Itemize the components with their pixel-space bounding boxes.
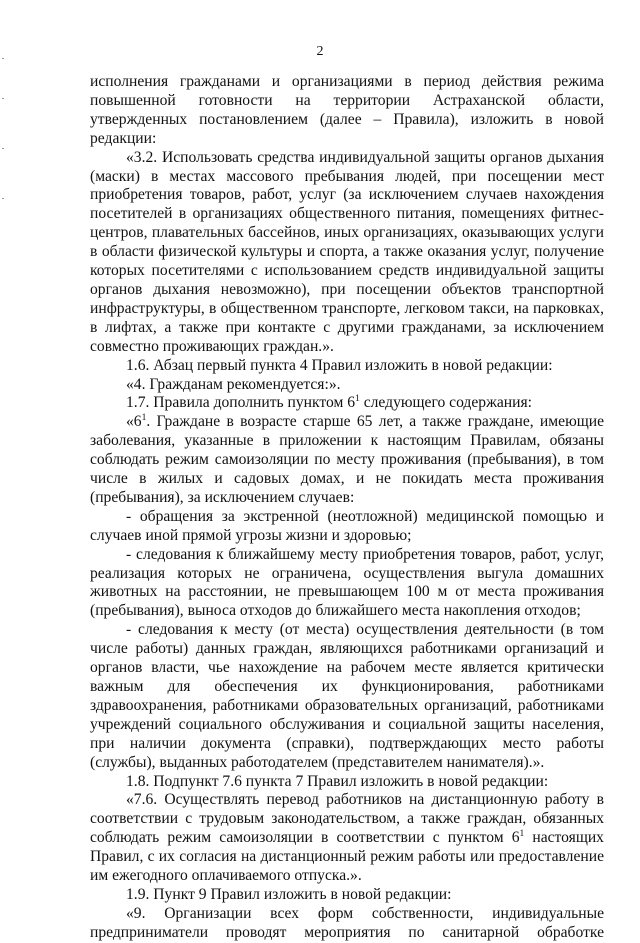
text-segment: настоящих Правил, с их согласия на дистанционный режим работы или предоставление им ежегодного оплачиваемого отпуска.». xyxy=(90,829,604,885)
paragraph-item-6-1 xyxy=(90,413,604,508)
text-segment: 1.7. Правила дополнить пунктом 6 xyxy=(126,394,356,412)
paragraph-amendment-1-9: 1.9. Пункт 9 Правил изложить в новой редакции: xyxy=(126,885,452,903)
document-body xyxy=(90,73,604,943)
text-segment: . Граждане в возрасте старше 65 лет, а также граждане, имеющие заболевания, указанные в приложении к настоящим Правилам, обязаны соблюдать режим самоизоляции по месту проживания (пребывания), в том числе в жилых и садовых домах, и не покидать места проживания (пребывания), за исключением случаев: xyxy=(90,413,604,506)
paragraph-item-3-2: «3.2. Использовать средства индивидуальной защиты органов дыхания (маски) в местах массового пребывания людей, при посещении мест приобретения товаров, работ, услуг (за исключением случаев нахождения посетителей в организациях общественного питания, помещениях фитнес-центров, плавательных бассейнов, иных организациях, оказывающих услуги в области физической культуры и спорта, а также оказания услуг, получение которых посетителями с использованием средств индивидуальной защиты органов дыхания невозможно), при посещении объектов транспортной инфраструктуры, в общественном транспорте, легковом такси, на парковках, в лифтах, а также при контакте с другими гражданами, за исключением совместно проживающих граждан.». xyxy=(90,148,604,355)
superscript: 1 xyxy=(355,394,360,405)
paragraph-exception-medical: - обращения за экстренной (неотложной) медицинской помощью и случаев иной прямой угрозы жизни и здоровью; xyxy=(90,507,604,544)
paragraph-item-7-6 xyxy=(90,791,604,886)
paragraph-exception-work: - следования к месту (от места) осуществления деятельности (в том числе работы) данных граждан, являющихся работниками организаций и органов власти, чье нахождение на рабочем месте является критически важным для обеспечения их функционирования, работниками здравоохранения, работниками образовательных организаций, работниками учреждений социального обслуживания и социальной защиты населения, при наличии документа (справки), подтверждающих место работы (службы), выданных работодателем (представителем нанимателя).». xyxy=(90,621,604,771)
paragraph-item-4: «4. Гражданам рекомендуется:». xyxy=(126,375,341,393)
paragraph-amendment-1-7 xyxy=(90,394,604,413)
superscript: 1 xyxy=(519,829,525,840)
paragraph-amendment-1-8: 1.8. Подпункт 7.6 пункта 7 Правил изложить в новой редакции: xyxy=(126,772,549,790)
superscript: 1 xyxy=(141,413,147,424)
paragraph-exception-shopping: - следования к ближайшему месту приобретения товаров, работ, услуг, реализация которых не ограничена, осуществления выгула домашних животных на расстоянии, не превышающем 100 м от места проживания (пребывания), выноса отходов до ближайшего места накопления отходов; xyxy=(90,545,604,620)
paragraph-intro: исполнения гражданами и организациями в период действия режима повышенной готовности на территории Астраханской области, утвержденных постановлением (далее – Правила), изложить в новой редакции: xyxy=(90,73,604,147)
text-segment: «6 xyxy=(126,413,142,431)
paragraph-item-9: «9. Организации всех форм собственности, индивидуальные предприниматели проводят мероприятия по санитарной обработке xyxy=(90,904,604,941)
page-number: 2 xyxy=(316,44,324,59)
text-segment: «7.6. Осуществлять перевод работников на дистанционную работу в соответствии с трудовым законодательством, а также граждан, обязанных соблюдать режим самоизоляции в соответствии с пунктом 6 xyxy=(90,791,604,847)
text-segment: следующего содержания: xyxy=(359,394,532,412)
paragraph-amendment-1-6: 1.6. Абзац первый пункта 4 Правил изложить в новой редакции: xyxy=(126,356,553,374)
scan-margin-marks xyxy=(2,58,6,208)
